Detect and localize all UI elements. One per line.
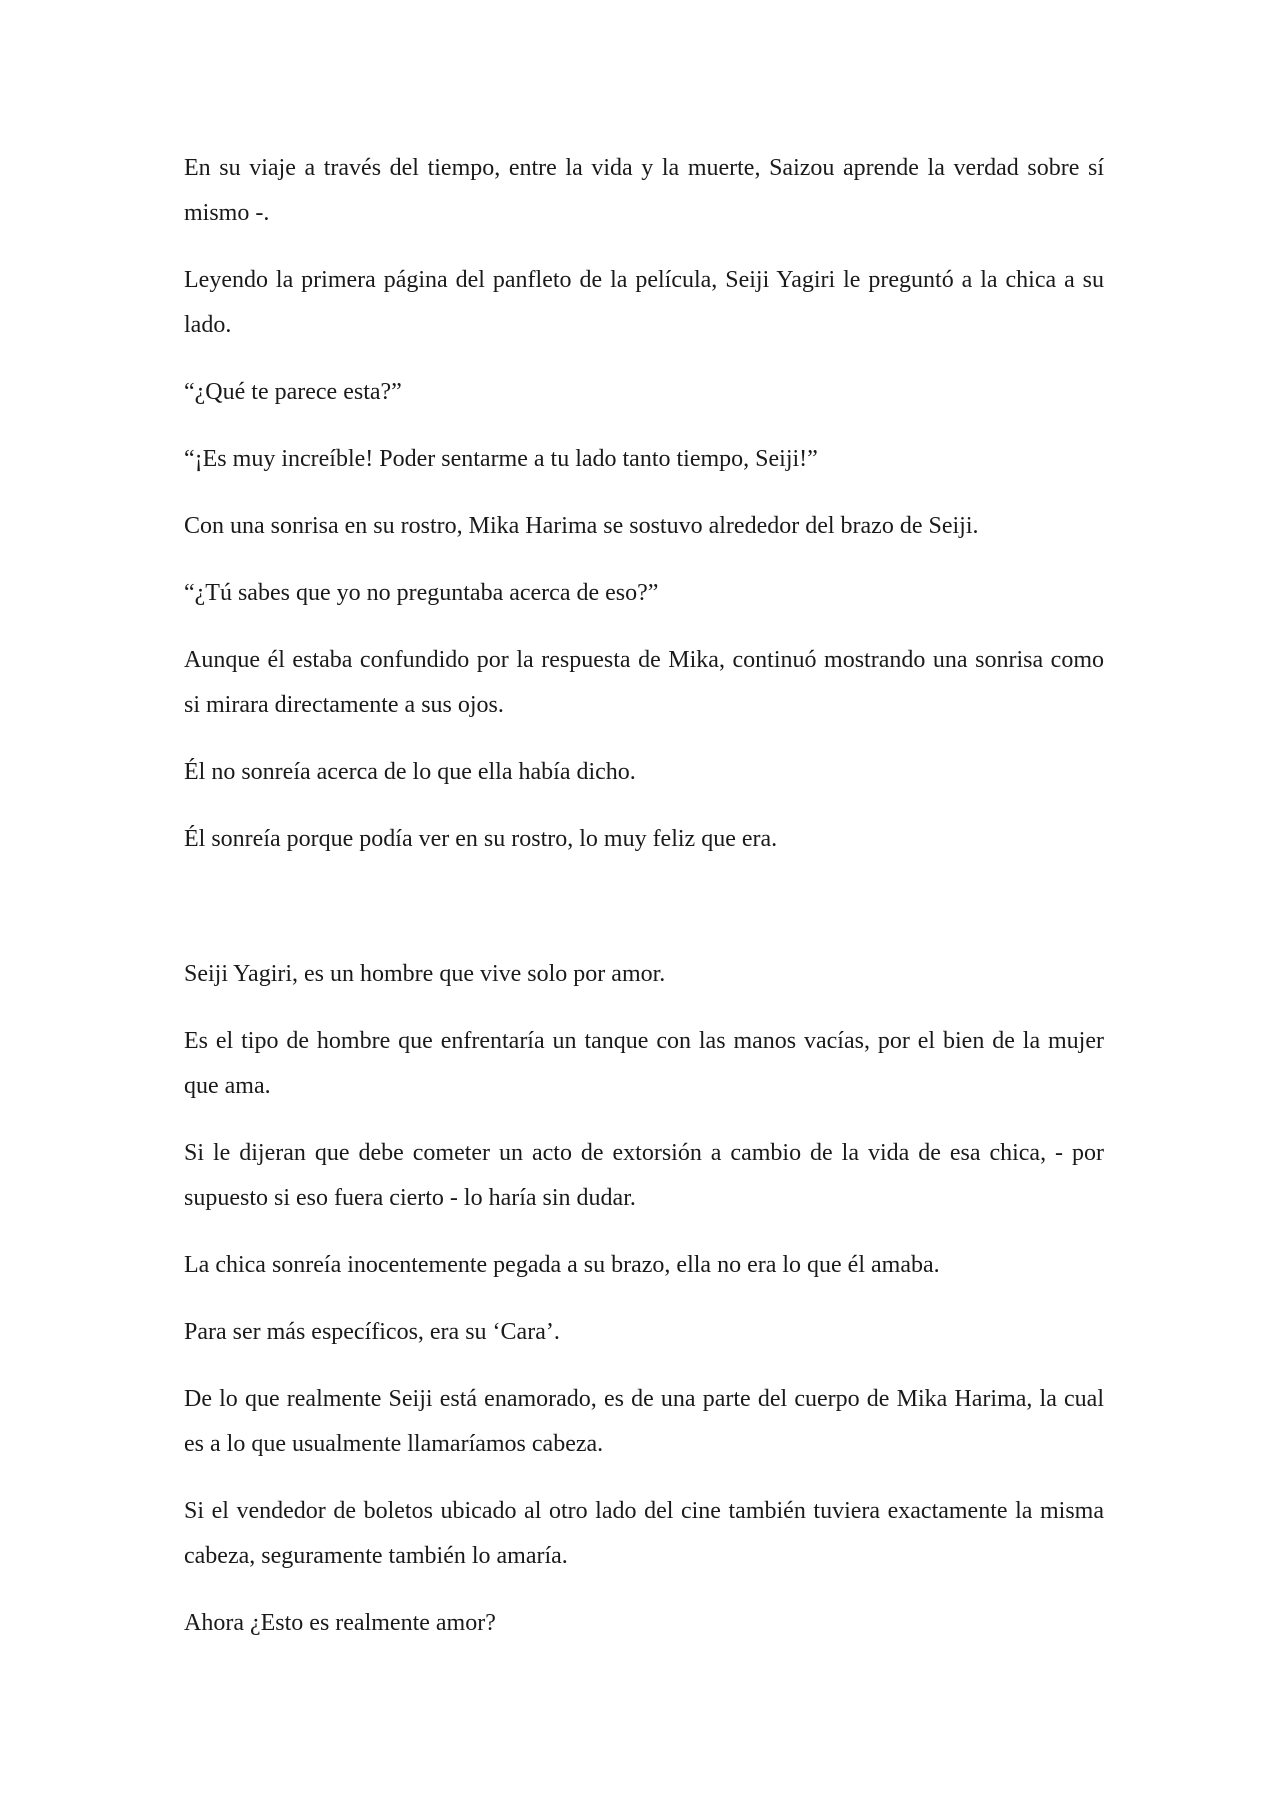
dialogue-line: “¿Qué te parece esta?” — [184, 379, 402, 405]
paragraph: Él no sonreía acerca de lo que ella había dicho. — [184, 759, 636, 785]
dialogue-line: “¡Es muy increíble! Poder sentarme a tu lado tanto tiempo, Seiji!” — [184, 446, 818, 472]
paragraph: Leyendo la primera página del panfleto de la película, Seiji Yagiri le preguntó a la chica a su lado. — [184, 267, 1104, 338]
paragraph: Con una sonrisa en su rostro, Mika Harima se sostuvo alrededor del brazo de Seiji. — [184, 513, 979, 539]
paragraph: De lo que realmente Seiji está enamorado, es de una parte del cuerpo de Mika Harima, la cual es a lo que usualmente llamaríamos cabeza. — [184, 1386, 1104, 1457]
paragraph: Para ser más específicos, era su ‘Cara’. — [184, 1319, 560, 1345]
paragraph: Él sonreía porque podía ver en su rostro, lo muy feliz que era. — [184, 826, 778, 852]
paragraph: Ahora ¿Esto es realmente amor? — [184, 1610, 496, 1636]
paragraph: Seiji Yagiri, es un hombre que vive solo por amor. — [184, 961, 666, 987]
paragraph: Es el tipo de hombre que enfrentaría un tanque con las manos vacías, por el bien de la mujer que ama. — [184, 1028, 1104, 1099]
dialogue-line: “¿Tú sabes que yo no preguntaba acerca de eso?” — [184, 580, 659, 606]
paragraph: La chica sonreía inocentemente pegada a su brazo, ella no era lo que él amaba. — [184, 1252, 940, 1278]
paragraph: Aunque él estaba confundido por la respuesta de Mika, continuó mostrando una sonrisa como si mirara directamente a sus ojos. — [184, 647, 1104, 718]
body-text — [184, 146, 1104, 1668]
paragraph: Si le dijeran que debe cometer un acto de extorsión a cambio de la vida de esa chica, - por supuesto si eso fuera cierto - lo haría sin dudar. — [184, 1140, 1104, 1211]
paragraph: En su viaje a través del tiempo, entre la vida y la muerte, Saizou aprende la verdad sobre sí mismo -. — [184, 155, 1104, 226]
paragraph: Si el vendedor de boletos ubicado al otro lado del cine también tuviera exactamente la misma cabeza, seguramente también lo amaría. — [184, 1498, 1104, 1569]
